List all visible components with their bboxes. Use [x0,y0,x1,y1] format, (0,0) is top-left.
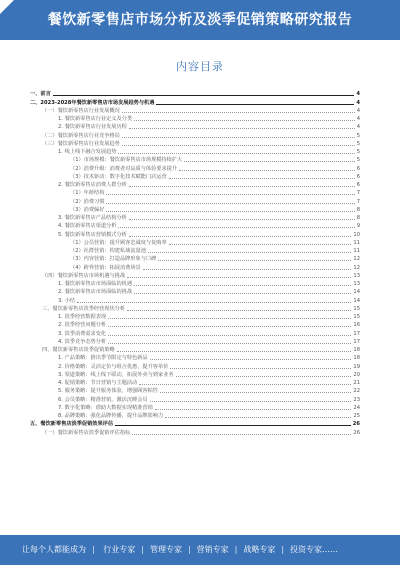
toc-dot-leader [108,317,351,319]
toc-entry-page: 11 [353,248,360,254]
toc-entry-title: 4. 餐饮新零售店渠道分析 [58,223,117,230]
toc-entry-page: 4 [356,91,360,98]
toc-entry-title: 1. 线上线下融合发展趋势 [58,149,117,155]
toc-entry-title: （二）餐饮新零售店行业竞争格局 [42,132,120,139]
toc-entry[interactable] [30,329,360,337]
toc-entry[interactable] [30,321,360,329]
toc-entry-title: 四、餐饮新零售店淡季促销策略 [42,347,115,353]
toc-entry[interactable] [30,296,360,304]
toc-entry-page: 25 [353,413,360,419]
toc-entry-title: （三）餐饮新零售店行业发展趋势 [42,140,120,147]
toc-entry-page: 4 [356,116,360,122]
toc-entry-title: （3）内容营销：打造品牌形象与口碑 [70,256,157,263]
toc-entry-title: 2. 餐饮新零售店市场面临的挑战 [58,289,133,296]
toc-entry-page: 15 [353,305,360,312]
footer-separator: | [187,545,191,554]
toc-entry-page: 20 [353,371,360,378]
toc-entry[interactable] [30,164,360,172]
toc-entry-page: 22 [353,388,360,395]
footer-separator: | [281,545,285,554]
toc-entry-page: 7 [356,190,360,197]
toc-entry-title: 1. 餐饮新零售店市场面临的机遇 [58,281,133,287]
toc-dot-leader [143,268,352,270]
toc-entry-page: 26 [353,429,360,436]
toc-entry[interactable] [30,404,360,412]
footer-role: 行业专家 [103,545,136,554]
toc-dot-leader [106,202,354,204]
report-title: 餐饮新零售店市场分析及淡季促销策略研究报告 [47,12,353,28]
toc-entry-page: 5 [356,132,360,139]
toc-entry-page: 4 [356,107,360,114]
footer-slogan [22,535,338,565]
toc-dot-leader [150,358,352,360]
toc-dot-leader [165,416,351,418]
footer-role: 战略专家 [243,545,276,554]
footer-separator: | [234,545,238,554]
toc-entry-title: 3. 渠道策略：线上线下联动，拓展外卖与到家业务 [58,371,174,378]
toc-entry-title: （4）跨界营销：拓展消费场景 [70,264,141,271]
toc-entry-title: （3）技术驱动：数字化技术赋能门店运营 [70,173,167,180]
toc-dot-leader [106,193,354,195]
toc-entry[interactable] [30,371,360,379]
toc-dot-leader [129,235,352,237]
toc-entry[interactable] [30,313,360,321]
footer-role: 投资专家…… [290,545,339,554]
toc-entry[interactable] [30,173,360,181]
toc-dot-leader [122,136,355,138]
toc-entry-page: 19 [353,363,360,370]
toc-dot-leader [129,218,355,220]
toc-entry-page: 13 [353,272,360,279]
toc-entry[interactable] [30,131,360,139]
toc-dot-leader [134,292,351,294]
toc-entry-title: 5. 服务策略：提升服务体验，增强顾客粘性 [58,388,158,395]
toc-entry-title: （2）消费习惯 [70,198,105,205]
toc-entry-title: 3. 淡季消费需求变化 [58,330,107,337]
toc-dot-leader [108,342,351,344]
toc-entry-page: 12 [353,264,360,271]
toc-entry-title: （1）年龄结构 [70,190,105,197]
toc-entry[interactable] [30,90,360,98]
toc-dot-leader [155,408,352,410]
toc-entry-title: 1. 产品策略：推出季节限定与特色新品 [58,355,148,362]
toc-entry[interactable] [30,263,360,271]
toc-entry[interactable] [30,428,360,436]
toc-entry-title: （一）餐饮新零售店淡季促销评估指标 [42,429,131,436]
toc-dot-leader [134,284,351,286]
toc-entry[interactable] [30,354,360,362]
toc-entry-title: 5. 餐饮新零售店营销模式分析 [58,231,127,238]
toc-entry-page: 26 [352,421,360,428]
toc-entry[interactable] [30,305,360,313]
toc-entry-page: 17 [353,338,360,345]
toc-entry-title: （2）社群营销：构建私域流量池 [70,248,146,254]
toc-entry[interactable] [30,395,360,403]
toc-dot-leader [132,433,351,435]
toc-entry-page: 5 [356,157,360,164]
toc-dot-leader [184,160,354,162]
toc-entry-title: 1. 餐饮新零售店行业定义及分类 [58,116,133,122]
toc-entry[interactable] [30,346,360,354]
toc-entry-page: 24 [353,404,360,411]
toc-entry-page: 15 [353,314,360,320]
toc-entry[interactable] [30,379,360,387]
toc-entry-page: 6 [356,165,360,172]
toc-entry[interactable] [30,387,360,395]
toc-dot-leader [127,309,351,311]
footer-role: 营销专家 [196,545,229,554]
toc-entry-title: 3. 小结 [58,297,75,304]
toc-dot-leader [160,391,351,393]
toc-dot-leader [77,301,351,303]
toc-entry-page: 17 [353,330,360,337]
toc-page [12,40,388,535]
toc-entry[interactable] [30,107,360,115]
toc-entry-title: 3. 餐饮新零售店产品结构分析 [58,215,127,221]
toc-entry-page: 6 [356,182,360,188]
toc-dot-leader [115,424,351,426]
footer-role: 管理专家 [149,545,182,554]
toc-entry-title: 1. 淡季经营数据表现 [58,314,107,320]
toc-entry[interactable] [30,115,360,123]
toc-dot-leader [53,94,355,96]
footer-lead: 让每个人都能成为 [22,545,86,554]
toc-entry-title: 三、餐饮新零售店淡季经营现状分析 [42,305,126,312]
toc-entry[interactable] [30,412,360,420]
toc-entry[interactable] [30,230,360,238]
toc-entry-page: 10 [353,231,360,238]
toc-entry-title: （四）餐饮新零售店市场机遇与挑战 [42,272,126,279]
toc-dot-leader [122,144,355,146]
toc-entry-page: 11 [353,239,360,246]
toc-entry-title: 一、前言 [30,91,51,98]
toc-entry-title: 8. 品牌策略：强化品牌传播，提升品牌影响力 [58,413,164,419]
toc-entry-title: （1）会员营销：提升顾客忠诚度与复购率 [70,239,167,246]
footer-separator: | [92,545,95,554]
toc-entry[interactable] [30,123,360,131]
toc-entry[interactable] [30,197,360,205]
toc-dot-leader [169,243,352,245]
toc-entry[interactable] [30,98,360,106]
toc-entry[interactable] [30,280,360,288]
toc-entry-page: 18 [353,355,360,362]
toc-dot-leader [106,210,354,212]
toc-entry-page: 21 [353,380,360,386]
toc-entry-title: 2. 价格策略：灵活定价与组合优惠，提升客单价 [58,363,169,370]
toc-dot-leader [108,325,351,327]
footer-separator: | [141,545,144,554]
toc-entry-title: 五、餐饮新零售店淡季促销效果评估 [30,421,114,428]
toc-dot-leader [118,226,354,228]
toc-entry-page: 5 [356,149,360,155]
toc-dot-leader [176,375,352,377]
toc-entry[interactable] [30,362,360,370]
toc-dot-leader [118,152,354,154]
report-header-bar [0,0,400,40]
toc-entry-page: 8 [356,206,360,213]
toc-entry-page: 12 [353,256,360,263]
toc-entry[interactable] [30,206,360,214]
toc-entry-page: 14 [353,289,360,296]
toc-entry-page: 23 [353,396,360,403]
toc-entry-page: 8 [356,215,360,221]
toc-dot-leader [117,350,352,352]
toc-entry-page: 16 [353,322,360,329]
toc-entry-title: 7. 数字化策略：借助大数据实现精准营销 [58,404,153,411]
toc-entry[interactable] [30,140,360,148]
toc-entry-title: （2）消费升级：消费者对品质与体验要求提升 [70,165,178,172]
toc-entry-page: 4 [356,99,360,106]
toc-entry-title: （一）餐饮新零售店行业发展概况 [42,107,120,114]
toc-entry-title: 4. 促销策略：节日营销与主题活动 [58,380,138,386]
toc-entry-page: 4 [356,124,360,131]
toc-dot-leader [129,185,355,187]
toc-dot-leader [169,177,355,179]
toc-entry[interactable] [30,214,360,222]
toc-entry-page: 18 [353,347,360,353]
toc-entry[interactable] [30,288,360,296]
toc-entry[interactable] [30,189,360,197]
toc-dot-leader [150,400,352,402]
toc-dot-leader [127,276,351,278]
toc-entry-title: 二、2023-2028年餐饮新零售店市场发展趋势与机遇 [30,99,155,106]
toc-entry-page: 14 [353,297,360,304]
toc-entry-page: 6 [356,173,360,180]
toc-dot-leader [108,334,351,336]
toc-entry-title: 2. 餐饮新零售店行业发展历程 [58,124,127,131]
footer-bar [0,535,400,565]
toc-entry[interactable] [30,247,360,255]
toc-dot-leader [148,251,351,253]
toc-dot-leader [179,169,355,171]
toc-dot-leader [134,119,355,121]
toc-entry[interactable] [30,272,360,280]
toc-entry[interactable] [30,420,360,428]
toc-entry[interactable] [30,156,360,164]
toc-entry-title: 2. 淡季经营问题分析 [58,322,107,329]
toc-entry-title: 6. 会员策略：精准营销，激活沉睡会员 [58,396,148,403]
toc-entry-title: （1）市场规模：餐饮新零售店市场规模持续扩大 [70,157,183,164]
toc-entry[interactable] [30,222,360,230]
toc-dot-leader [156,103,354,105]
toc-entry-page: 9 [356,223,360,230]
toc-entry-title: 4. 淡季竞争态势分析 [58,338,107,345]
toc-entry[interactable] [30,181,360,189]
toc-heading: 内容目录 [176,60,224,73]
toc-entry[interactable] [30,255,360,263]
toc-dot-leader [158,259,351,261]
toc-entry[interactable] [30,239,360,247]
toc-entry[interactable] [30,338,360,346]
toc-entry-page: 13 [353,281,360,287]
toc-entry[interactable] [30,148,360,156]
toc-entry-title: （3）消费偏好 [70,206,105,213]
toc-dot-leader [122,111,355,113]
toc-dot-leader [139,383,351,385]
toc-dot-leader [170,367,351,369]
toc-dot-leader [129,127,355,129]
toc-entry-page: 5 [356,140,360,147]
toc-entry-page: 7 [356,198,360,205]
table-of-contents [30,90,360,437]
toc-entry-title: 2. 餐饮新零售店消费人群分析 [58,182,127,188]
